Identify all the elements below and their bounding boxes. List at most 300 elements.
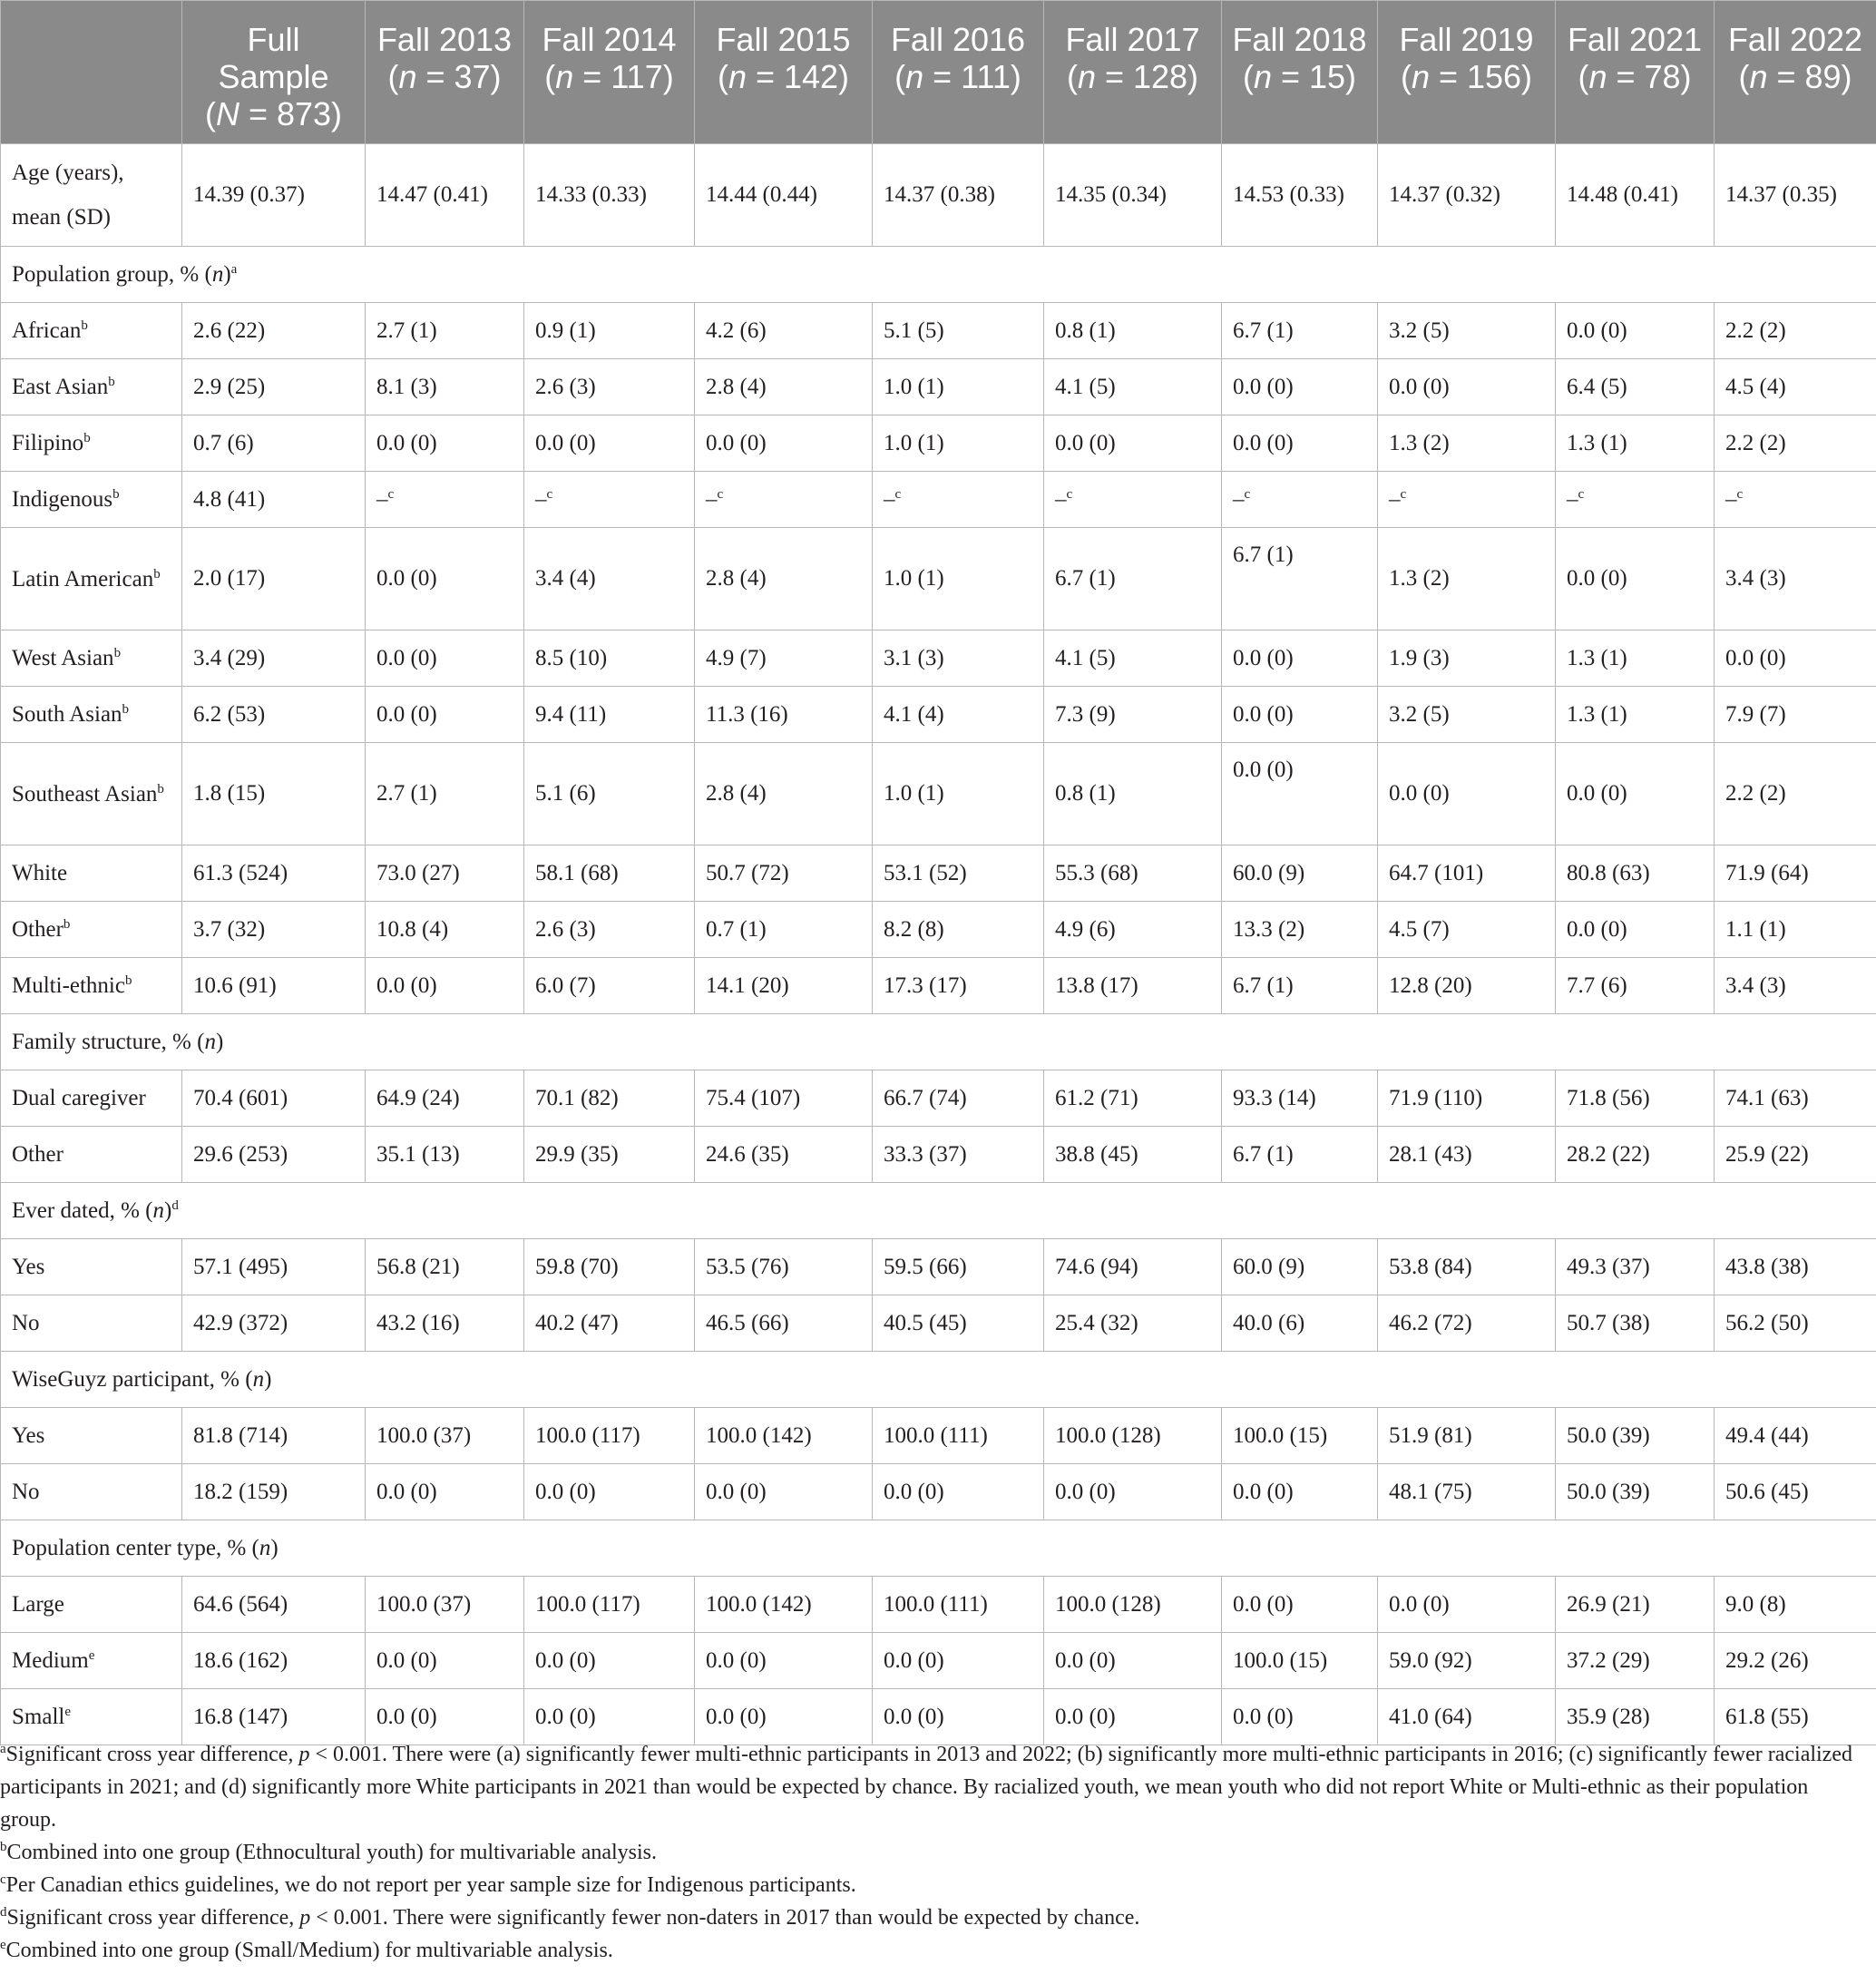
cell-value: 48.1 (75) <box>1389 1479 1472 1504</box>
cell-value: 12.8 (20) <box>1389 972 1472 998</box>
cell-value: – <box>1389 486 1401 512</box>
data-cell <box>873 1070 1044 1127</box>
section-row <box>1 1352 1876 1408</box>
data-cell <box>1044 1239 1222 1295</box>
cell-value: 8.2 (8) <box>884 916 944 942</box>
data-cell <box>873 1408 1044 1464</box>
data-cell <box>1378 528 1556 630</box>
data-cell <box>1044 1127 1222 1183</box>
data-cell <box>366 630 524 687</box>
header-sample-size: (n = 89) <box>1738 58 1852 95</box>
cell-value: 14.47 (0.41) <box>376 182 488 207</box>
footnote-marker: c <box>0 1872 6 1887</box>
cell-value: 24.6 (35) <box>706 1141 789 1167</box>
data-cell <box>695 902 873 958</box>
row-label <box>1 1239 182 1295</box>
header-title: Fall 2018 <box>1232 21 1367 58</box>
cell-value: 46.5 (66) <box>706 1310 789 1335</box>
data-cell <box>1715 1633 1876 1689</box>
data-cell <box>524 1633 695 1689</box>
cell-value: 6.7 (1) <box>1055 566 1116 591</box>
data-cell <box>1044 1689 1222 1745</box>
footnote-text: Combined into one group (Small/Medium) for multivariable analysis. <box>5 1939 613 1962</box>
data-cell <box>1715 687 1876 743</box>
data-cell <box>524 845 695 902</box>
cell-value: 14.33 (0.33) <box>535 182 647 207</box>
section-row <box>1 1014 1876 1070</box>
data-cell <box>1222 144 1378 247</box>
data-cell <box>524 630 695 687</box>
header-sample-size: (n = 111) <box>894 58 1021 95</box>
data-cell <box>873 359 1044 415</box>
footnote-marker: b <box>108 375 115 389</box>
cell-value: 13.3 (2) <box>1233 916 1305 942</box>
cell-value: 0.0 (0) <box>1233 1479 1294 1504</box>
data-cell <box>524 958 695 1014</box>
cell-value: 100.0 (15) <box>1233 1422 1328 1448</box>
row-label <box>1 415 182 472</box>
section-row <box>1 247 1876 303</box>
data-cell <box>1044 1408 1222 1464</box>
cell-value: 0.0 (0) <box>1389 781 1450 806</box>
data-cell <box>1222 472 1378 528</box>
data-cell <box>366 687 524 743</box>
cell-value: 50.0 (39) <box>1567 1479 1650 1504</box>
cell-value: 1.9 (3) <box>1389 645 1450 670</box>
data-cell <box>1044 902 1222 958</box>
row-label <box>1 743 182 845</box>
header-cell <box>182 1 366 144</box>
cell-value: 16.8 (147) <box>193 1704 288 1729</box>
data-cell <box>695 144 873 247</box>
cell-value: 71.9 (110) <box>1389 1085 1483 1110</box>
cell-value: 80.8 (63) <box>1567 860 1650 885</box>
data-cell <box>1556 1577 1715 1633</box>
cell-value: 14.39 (0.37) <box>193 182 305 207</box>
table-header <box>1 1 1876 144</box>
row-label-text: Population group, % (n) <box>12 262 231 287</box>
data-cell <box>1378 1295 1556 1352</box>
data-cell <box>366 1633 524 1689</box>
row-label <box>1 1464 182 1520</box>
data-cell <box>1378 415 1556 472</box>
row-label-text: Age (years), mean (SD) <box>12 161 124 230</box>
footnote-marker: c <box>546 486 553 502</box>
cell-value: 2.0 (17) <box>193 566 266 591</box>
cell-value: 0.0 (0) <box>1567 781 1627 806</box>
row-label-text: Large <box>12 1592 64 1617</box>
cell-value: 0.0 (0) <box>376 566 437 591</box>
cell-value: 60.0 (9) <box>1233 860 1305 885</box>
data-cell <box>182 1633 366 1689</box>
row-label-text: South Asian <box>12 702 122 727</box>
data-cell <box>1556 1633 1715 1689</box>
cell-value: 37.2 (29) <box>1567 1647 1650 1673</box>
data-cell <box>1044 845 1222 902</box>
data-cell <box>1378 1633 1556 1689</box>
cell-value: 0.0 (0) <box>535 1479 596 1504</box>
cell-value: 0.8 (1) <box>1055 781 1116 806</box>
data-cell <box>1222 415 1378 472</box>
cell-value: 100.0 (15) <box>1233 1647 1328 1673</box>
data-cell <box>366 303 524 359</box>
cell-value: 58.1 (68) <box>535 860 619 885</box>
row-label <box>1 902 182 958</box>
cell-value: 0.0 (0) <box>376 1704 437 1729</box>
row-label-text: No <box>12 1480 40 1504</box>
footnote-marker: c <box>717 486 724 502</box>
footnote-text: Significant cross year difference, p < 0.001. There were significantly fewer non-daters in 2017 than would be expected by chance. <box>6 1906 1140 1930</box>
cell-value: 10.8 (4) <box>376 916 449 942</box>
data-cell <box>1378 687 1556 743</box>
row-label <box>1 528 182 630</box>
cell-value: 2.6 (3) <box>535 916 596 942</box>
table-row <box>1 687 1876 743</box>
row-label <box>1 687 182 743</box>
cell-value: 0.0 (0) <box>706 430 767 455</box>
data-cell <box>524 1295 695 1352</box>
header-title: Fall 2017 <box>1065 21 1200 58</box>
cell-value: 71.9 (64) <box>1725 860 1809 885</box>
cell-value: 2.9 (25) <box>193 374 266 399</box>
data-cell <box>873 1295 1044 1352</box>
row-label <box>1 1408 182 1464</box>
cell-value: 66.7 (74) <box>884 1085 967 1110</box>
data-cell <box>366 1408 524 1464</box>
cell-value: 53.1 (52) <box>884 860 967 885</box>
header-title: Fall 2021 <box>1567 21 1703 58</box>
cell-value: 0.0 (0) <box>706 1704 767 1729</box>
cell-value: 14.35 (0.34) <box>1055 182 1167 207</box>
cell-value: 6.7 (1) <box>1233 972 1294 998</box>
data-cell <box>873 303 1044 359</box>
header-sample-size: (n = 15) <box>1242 58 1357 95</box>
data-cell <box>1556 359 1715 415</box>
cell-value: 100.0 (117) <box>535 1422 640 1448</box>
table-row <box>1 1633 1876 1689</box>
data-cell <box>182 845 366 902</box>
cell-value: 2.8 (4) <box>706 374 767 399</box>
cell-value: 0.0 (0) <box>1567 916 1627 942</box>
data-cell <box>366 1689 524 1745</box>
data-cell <box>1044 1464 1222 1520</box>
cell-value: 8.1 (3) <box>376 374 437 399</box>
data-cell <box>695 630 873 687</box>
table-row <box>1 528 1876 630</box>
cell-value: 81.8 (714) <box>193 1422 288 1448</box>
cell-value: 0.0 (0) <box>706 1479 767 1504</box>
cell-value: 1.3 (2) <box>1389 430 1450 455</box>
cell-value: – <box>1567 486 1578 512</box>
header-sample-size: (n = 128) <box>1066 58 1199 95</box>
data-cell <box>1556 1127 1715 1183</box>
data-cell <box>695 958 873 1014</box>
data-cell <box>873 1633 1044 1689</box>
data-cell <box>524 359 695 415</box>
section-label <box>1 1520 1876 1577</box>
cell-value: 53.8 (84) <box>1389 1254 1472 1279</box>
cell-value: 3.2 (5) <box>1389 701 1450 727</box>
cell-value: 100.0 (111) <box>884 1591 988 1617</box>
data-cell <box>1044 1070 1222 1127</box>
cell-value: 49.4 (44) <box>1725 1422 1809 1448</box>
cell-value: 3.1 (3) <box>884 645 944 670</box>
data-cell <box>366 415 524 472</box>
cell-value: 35.9 (28) <box>1567 1704 1650 1729</box>
data-cell <box>1222 902 1378 958</box>
data-cell <box>695 1689 873 1745</box>
cell-value: 8.5 (10) <box>535 645 608 670</box>
cell-value: 0.0 (0) <box>376 701 437 727</box>
cell-value: 4.9 (6) <box>1055 916 1116 942</box>
footnote-marker: d <box>0 1905 7 1920</box>
cell-value: 4.1 (5) <box>1055 645 1116 670</box>
cell-value: 3.4 (3) <box>1725 972 1786 998</box>
cell-value: 0.0 (0) <box>1055 1479 1116 1504</box>
header-sample-size: (n = 37) <box>387 58 502 95</box>
footnote-marker: b <box>113 646 122 660</box>
row-label <box>1 359 182 415</box>
data-cell <box>1222 1127 1378 1183</box>
cell-value: 14.1 (20) <box>706 972 789 998</box>
cell-value: 57.1 (495) <box>193 1254 288 1279</box>
header-title: Full Sample <box>218 21 329 95</box>
row-label <box>1 630 182 687</box>
cell-value: 17.3 (17) <box>884 972 967 998</box>
footnote-marker: d <box>171 1198 179 1213</box>
header-cell <box>1556 1 1715 144</box>
cell-value: 25.4 (32) <box>1055 1310 1138 1335</box>
footnote <box>0 1836 1865 1869</box>
data-cell <box>1715 1239 1876 1295</box>
cell-value: 0.0 (0) <box>1725 645 1786 670</box>
row-label-text: Filipino <box>12 431 84 455</box>
table-footnotes <box>0 1738 1865 1967</box>
data-cell <box>1715 1689 1876 1745</box>
cell-value: 4.8 (41) <box>193 486 266 512</box>
row-label <box>1 144 182 247</box>
cell-value: 2.7 (1) <box>376 318 437 343</box>
footnote-marker: b <box>124 973 132 988</box>
data-cell <box>182 687 366 743</box>
cell-value: 40.5 (45) <box>884 1310 967 1335</box>
data-cell <box>695 1239 873 1295</box>
data-cell <box>873 144 1044 247</box>
footnote-marker: a <box>0 1742 6 1756</box>
data-cell <box>873 1464 1044 1520</box>
data-cell <box>695 1633 873 1689</box>
cell-value: 0.0 (0) <box>1055 1647 1116 1673</box>
cell-value: 6.0 (7) <box>535 972 596 998</box>
cell-value: 7.3 (9) <box>1055 701 1116 727</box>
footnote-text: Per Canadian ethics guidelines, we do not report per year sample size for Indigenous participants. <box>5 1873 856 1897</box>
cell-value: 2.2 (2) <box>1725 781 1786 806</box>
cell-value: 50.0 (39) <box>1567 1422 1650 1448</box>
footnote <box>0 1869 1865 1901</box>
cell-value: 0.0 (0) <box>884 1704 944 1729</box>
cell-value: 50.7 (72) <box>706 860 789 885</box>
table-row <box>1 958 1876 1014</box>
data-cell <box>182 1295 366 1352</box>
cell-value: 1.8 (15) <box>193 781 266 806</box>
section-label <box>1 247 1876 303</box>
header-title: Fall 2013 <box>376 21 513 58</box>
row-label <box>1 1633 182 1689</box>
data-cell <box>1222 1464 1378 1520</box>
cell-value: 64.6 (564) <box>193 1591 288 1617</box>
cell-value: 0.0 (0) <box>1233 1704 1294 1729</box>
cell-value: 59.5 (66) <box>884 1254 967 1279</box>
data-cell <box>1222 359 1378 415</box>
data-cell <box>524 1577 695 1633</box>
data-cell <box>695 743 873 845</box>
data-cell <box>695 1464 873 1520</box>
cell-value: 2.6 (22) <box>193 318 266 343</box>
data-cell <box>1556 415 1715 472</box>
data-cell <box>1044 958 1222 1014</box>
cell-value: 2.7 (1) <box>376 781 437 806</box>
data-cell <box>1044 528 1222 630</box>
cell-value: 10.6 (91) <box>193 972 277 998</box>
data-cell <box>524 303 695 359</box>
cell-value: 0.0 (0) <box>1233 1591 1294 1617</box>
data-cell <box>1715 528 1876 630</box>
row-label <box>1 1127 182 1183</box>
data-cell <box>1556 743 1715 845</box>
table-row <box>1 845 1876 902</box>
table-row <box>1 743 1876 845</box>
cell-value: – <box>1725 486 1737 512</box>
data-cell <box>1715 845 1876 902</box>
row-label-text: Latin American <box>12 566 154 591</box>
table-row <box>1 1127 1876 1183</box>
cell-value: 64.9 (24) <box>376 1085 460 1110</box>
cell-value: 43.8 (38) <box>1725 1254 1809 1279</box>
cell-value: 0.0 (0) <box>376 645 437 670</box>
footnote-marker: c <box>387 486 395 502</box>
cell-value: 0.0 (0) <box>535 1704 596 1729</box>
data-cell <box>1044 359 1222 415</box>
data-cell <box>366 958 524 1014</box>
data-cell <box>1556 958 1715 1014</box>
data-cell <box>366 1577 524 1633</box>
data-cell <box>366 1295 524 1352</box>
data-cell <box>1715 902 1876 958</box>
data-cell <box>1378 630 1556 687</box>
cell-value: 70.1 (82) <box>535 1085 619 1110</box>
data-cell <box>1378 1464 1556 1520</box>
footnote-marker: c <box>1244 486 1251 502</box>
cell-value: 70.4 (601) <box>193 1085 288 1110</box>
cell-value: 26.9 (21) <box>1567 1591 1650 1617</box>
cell-value: – <box>535 486 547 512</box>
row-label <box>1 845 182 902</box>
data-cell <box>182 902 366 958</box>
row-label-text: WiseGuyz participant, % (n) <box>12 1367 272 1392</box>
data-cell <box>873 528 1044 630</box>
footnote-text: Significant cross year difference, p < 0.001. There were (a) significantly fewer multi-ethnic participants in 2013 and 2022; (b) significantly more multi-ethnic participants in 2016; (c) significantly fewer racialized participants in 2021; and (d) significantly more White participants in 2021 than would be expected by chance. By racialized youth, we mean youth who did not report White or Multi-ethnic as their population group. <box>0 1743 1852 1832</box>
data-cell <box>695 1127 873 1183</box>
data-cell <box>1715 1408 1876 1464</box>
data-cell <box>182 415 366 472</box>
cell-value: 3.4 (29) <box>193 645 266 670</box>
footnote-marker: b <box>83 431 91 445</box>
cell-value: 29.9 (35) <box>535 1141 619 1167</box>
cell-value: 41.0 (64) <box>1389 1704 1472 1729</box>
cell-value: 1.3 (1) <box>1567 645 1627 670</box>
data-cell <box>1222 1577 1378 1633</box>
data-cell <box>873 1577 1044 1633</box>
footnote-marker: c <box>1400 486 1407 502</box>
cell-value: 4.1 (4) <box>884 701 944 727</box>
table-row <box>1 1464 1876 1520</box>
table-row <box>1 144 1876 247</box>
data-cell <box>182 472 366 528</box>
data-cell <box>366 144 524 247</box>
cell-value: 0.0 (0) <box>1567 318 1627 343</box>
header-sample-size: (n = 78) <box>1578 58 1692 95</box>
cell-value: 14.37 (0.38) <box>884 182 995 207</box>
cell-value: 100.0 (111) <box>884 1422 988 1448</box>
table-row <box>1 1070 1876 1127</box>
cell-value: 60.0 (9) <box>1233 1254 1305 1279</box>
data-cell <box>1715 303 1876 359</box>
data-cell <box>182 359 366 415</box>
cell-value: – <box>1233 486 1245 512</box>
data-cell <box>873 1239 1044 1295</box>
cell-value: 0.0 (0) <box>535 430 596 455</box>
cell-value: 0.0 (0) <box>706 1647 767 1673</box>
row-label-text: White <box>12 861 68 885</box>
footnote-marker: c <box>1736 486 1744 502</box>
header-title: Fall 2015 <box>716 21 851 58</box>
table-row <box>1 303 1876 359</box>
data-cell <box>1044 415 1222 472</box>
data-cell <box>524 472 695 528</box>
cell-value: 0.0 (0) <box>1389 374 1450 399</box>
cell-value: 50.7 (38) <box>1567 1310 1650 1335</box>
header-row <box>1 1 1876 144</box>
row-label <box>1 303 182 359</box>
cell-value: 38.8 (45) <box>1055 1141 1138 1167</box>
cell-value: 74.6 (94) <box>1055 1254 1138 1279</box>
data-cell <box>524 144 695 247</box>
cell-value: 100.0 (128) <box>1055 1591 1161 1617</box>
data-cell <box>1378 144 1556 247</box>
cell-value: 1.1 (1) <box>1725 916 1786 942</box>
data-cell <box>524 902 695 958</box>
cell-value: 0.8 (1) <box>1055 318 1116 343</box>
data-cell <box>1222 1689 1378 1745</box>
cell-value: 18.6 (162) <box>193 1647 288 1673</box>
data-cell <box>182 958 366 1014</box>
row-label-text: Ever dated, % (n) <box>12 1198 172 1223</box>
cell-value: 100.0 (37) <box>376 1591 472 1617</box>
data-cell <box>695 528 873 630</box>
cell-value: – <box>706 486 718 512</box>
cell-value: 3.4 (3) <box>1725 566 1786 591</box>
data-cell <box>524 1127 695 1183</box>
data-cell <box>1044 472 1222 528</box>
header-cell <box>1715 1 1876 144</box>
data-cell <box>524 1239 695 1295</box>
header-sample-size: (n = 156) <box>1400 58 1533 95</box>
cell-value: 28.1 (43) <box>1389 1141 1472 1167</box>
cell-value: 1.0 (1) <box>884 374 944 399</box>
data-cell <box>1044 1633 1222 1689</box>
row-label-text: Small <box>12 1705 65 1729</box>
data-cell <box>182 1127 366 1183</box>
